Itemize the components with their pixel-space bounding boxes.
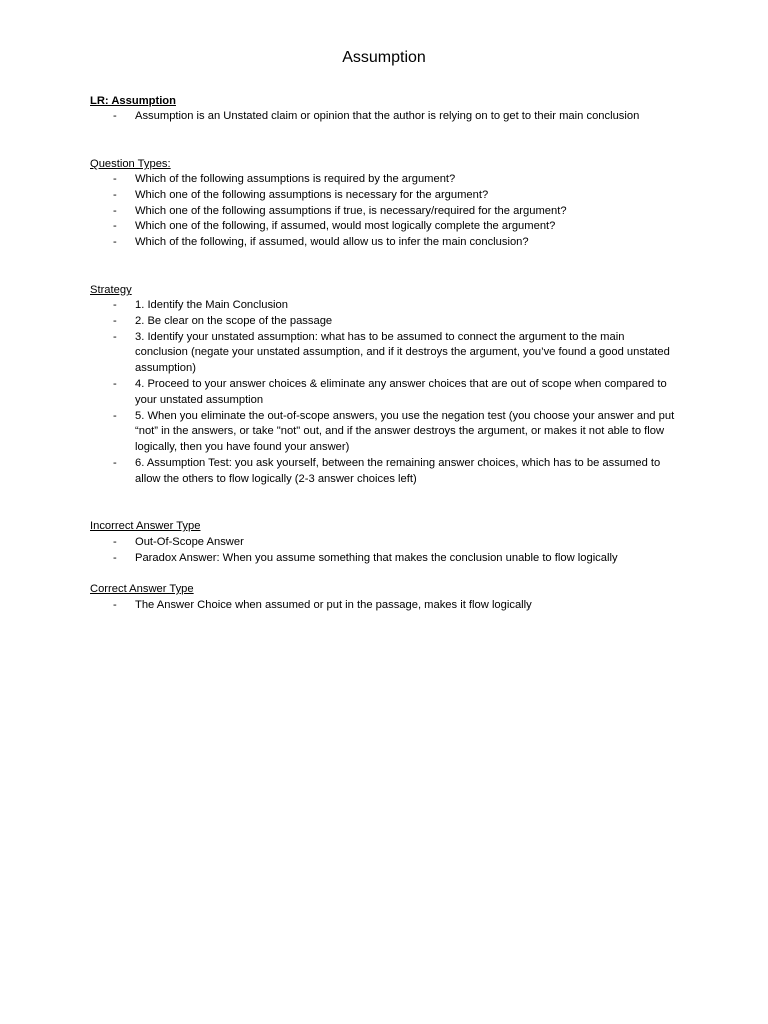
bullet-dash: - (113, 173, 117, 185)
list-item: - Which of the following assumptions is required by the argument? (0, 172, 680, 188)
section-list-strategy (0, 298, 768, 488)
list-item: - The Answer Choice when assumed or put in the passage, makes it flow logically (0, 598, 680, 614)
bullet-dash: - (113, 377, 117, 390)
list-item: - Out-Of-Scope Answer (0, 535, 680, 551)
list-item: - 4. Proceed to your answer choices & eliminate any answer choices that are out of scope when compared to your unstated assumption (113, 377, 667, 406)
list-item: - Which one of the following, if assumed, would most logically complete the argument? (0, 219, 680, 235)
list-item: - 5. When you eliminate the out-of-scope answers, you use the negation test (you choose your answer and put “not” in the answers, or take "not" out, and if the answer destroys the argument, or makes it not able to flow logically, then you have found your answer) (113, 409, 675, 454)
list-item: - Assumption is an Unstated claim or opinion that the author is relying on to get to their main conclusion (0, 109, 680, 125)
bullet-dash: - (113, 330, 117, 343)
bullet-dash: - (113, 110, 117, 122)
section-heading-correct-answer-type: Correct Answer Type (90, 583, 194, 595)
list-item: - 3. Identify your unstated assumption: what has to be assumed to connect the argument to the main conclusion (negate your unstated assumption, and if it destroys the argument, you’ve found a good unstated assumption) (113, 330, 670, 375)
bullet-dash: - (113, 536, 117, 548)
section-heading-strategy: Strategy (90, 284, 132, 296)
section-heading-question-types: Question Types: (90, 158, 171, 170)
page-title: Assumption (342, 49, 426, 66)
list-item: - Which of the following, if assumed, would allow us to infer the main conclusion? (0, 235, 680, 251)
bullet-dash: - (113, 551, 117, 564)
bullet-dash: - (113, 299, 117, 311)
bullet-dash: - (113, 188, 117, 201)
bullet-dash: - (113, 409, 117, 422)
section-list-lr (0, 109, 768, 125)
list-item: - 6. Assumption Test: you ask yourself, between the remaining answer choices, which has to be assumed to allow the others to flow logically (2-3 answer choices left) (113, 456, 661, 485)
section-list-question-types (0, 172, 768, 251)
list-item: - 2. Be clear on the scope of the passage (0, 314, 680, 330)
list-item: - Which one of the following assumptions if true, is necessary/required for the argument? (0, 204, 680, 220)
list-item: - 1. Identify the Main Conclusion (0, 298, 680, 314)
bullet-dash: - (113, 220, 117, 233)
bullet-dash: - (113, 204, 117, 217)
section-list-correct-answer-type (0, 598, 768, 614)
section-list-incorrect-answer-type (0, 535, 768, 567)
section-heading-lr: LR: Assumption (90, 95, 176, 107)
section-heading-incorrect-answer-type: Incorrect Answer Type (90, 520, 201, 532)
bullet-dash: - (113, 456, 117, 469)
bullet-dash: - (113, 314, 117, 327)
bullet-dash: - (113, 236, 117, 249)
list-item: - Paradox Answer: When you assume something that makes the conclusion unable to flow logically (0, 551, 680, 567)
list-item: - Which one of the following assumptions is necessary for the argument? (0, 188, 680, 204)
bullet-dash: - (113, 599, 117, 611)
